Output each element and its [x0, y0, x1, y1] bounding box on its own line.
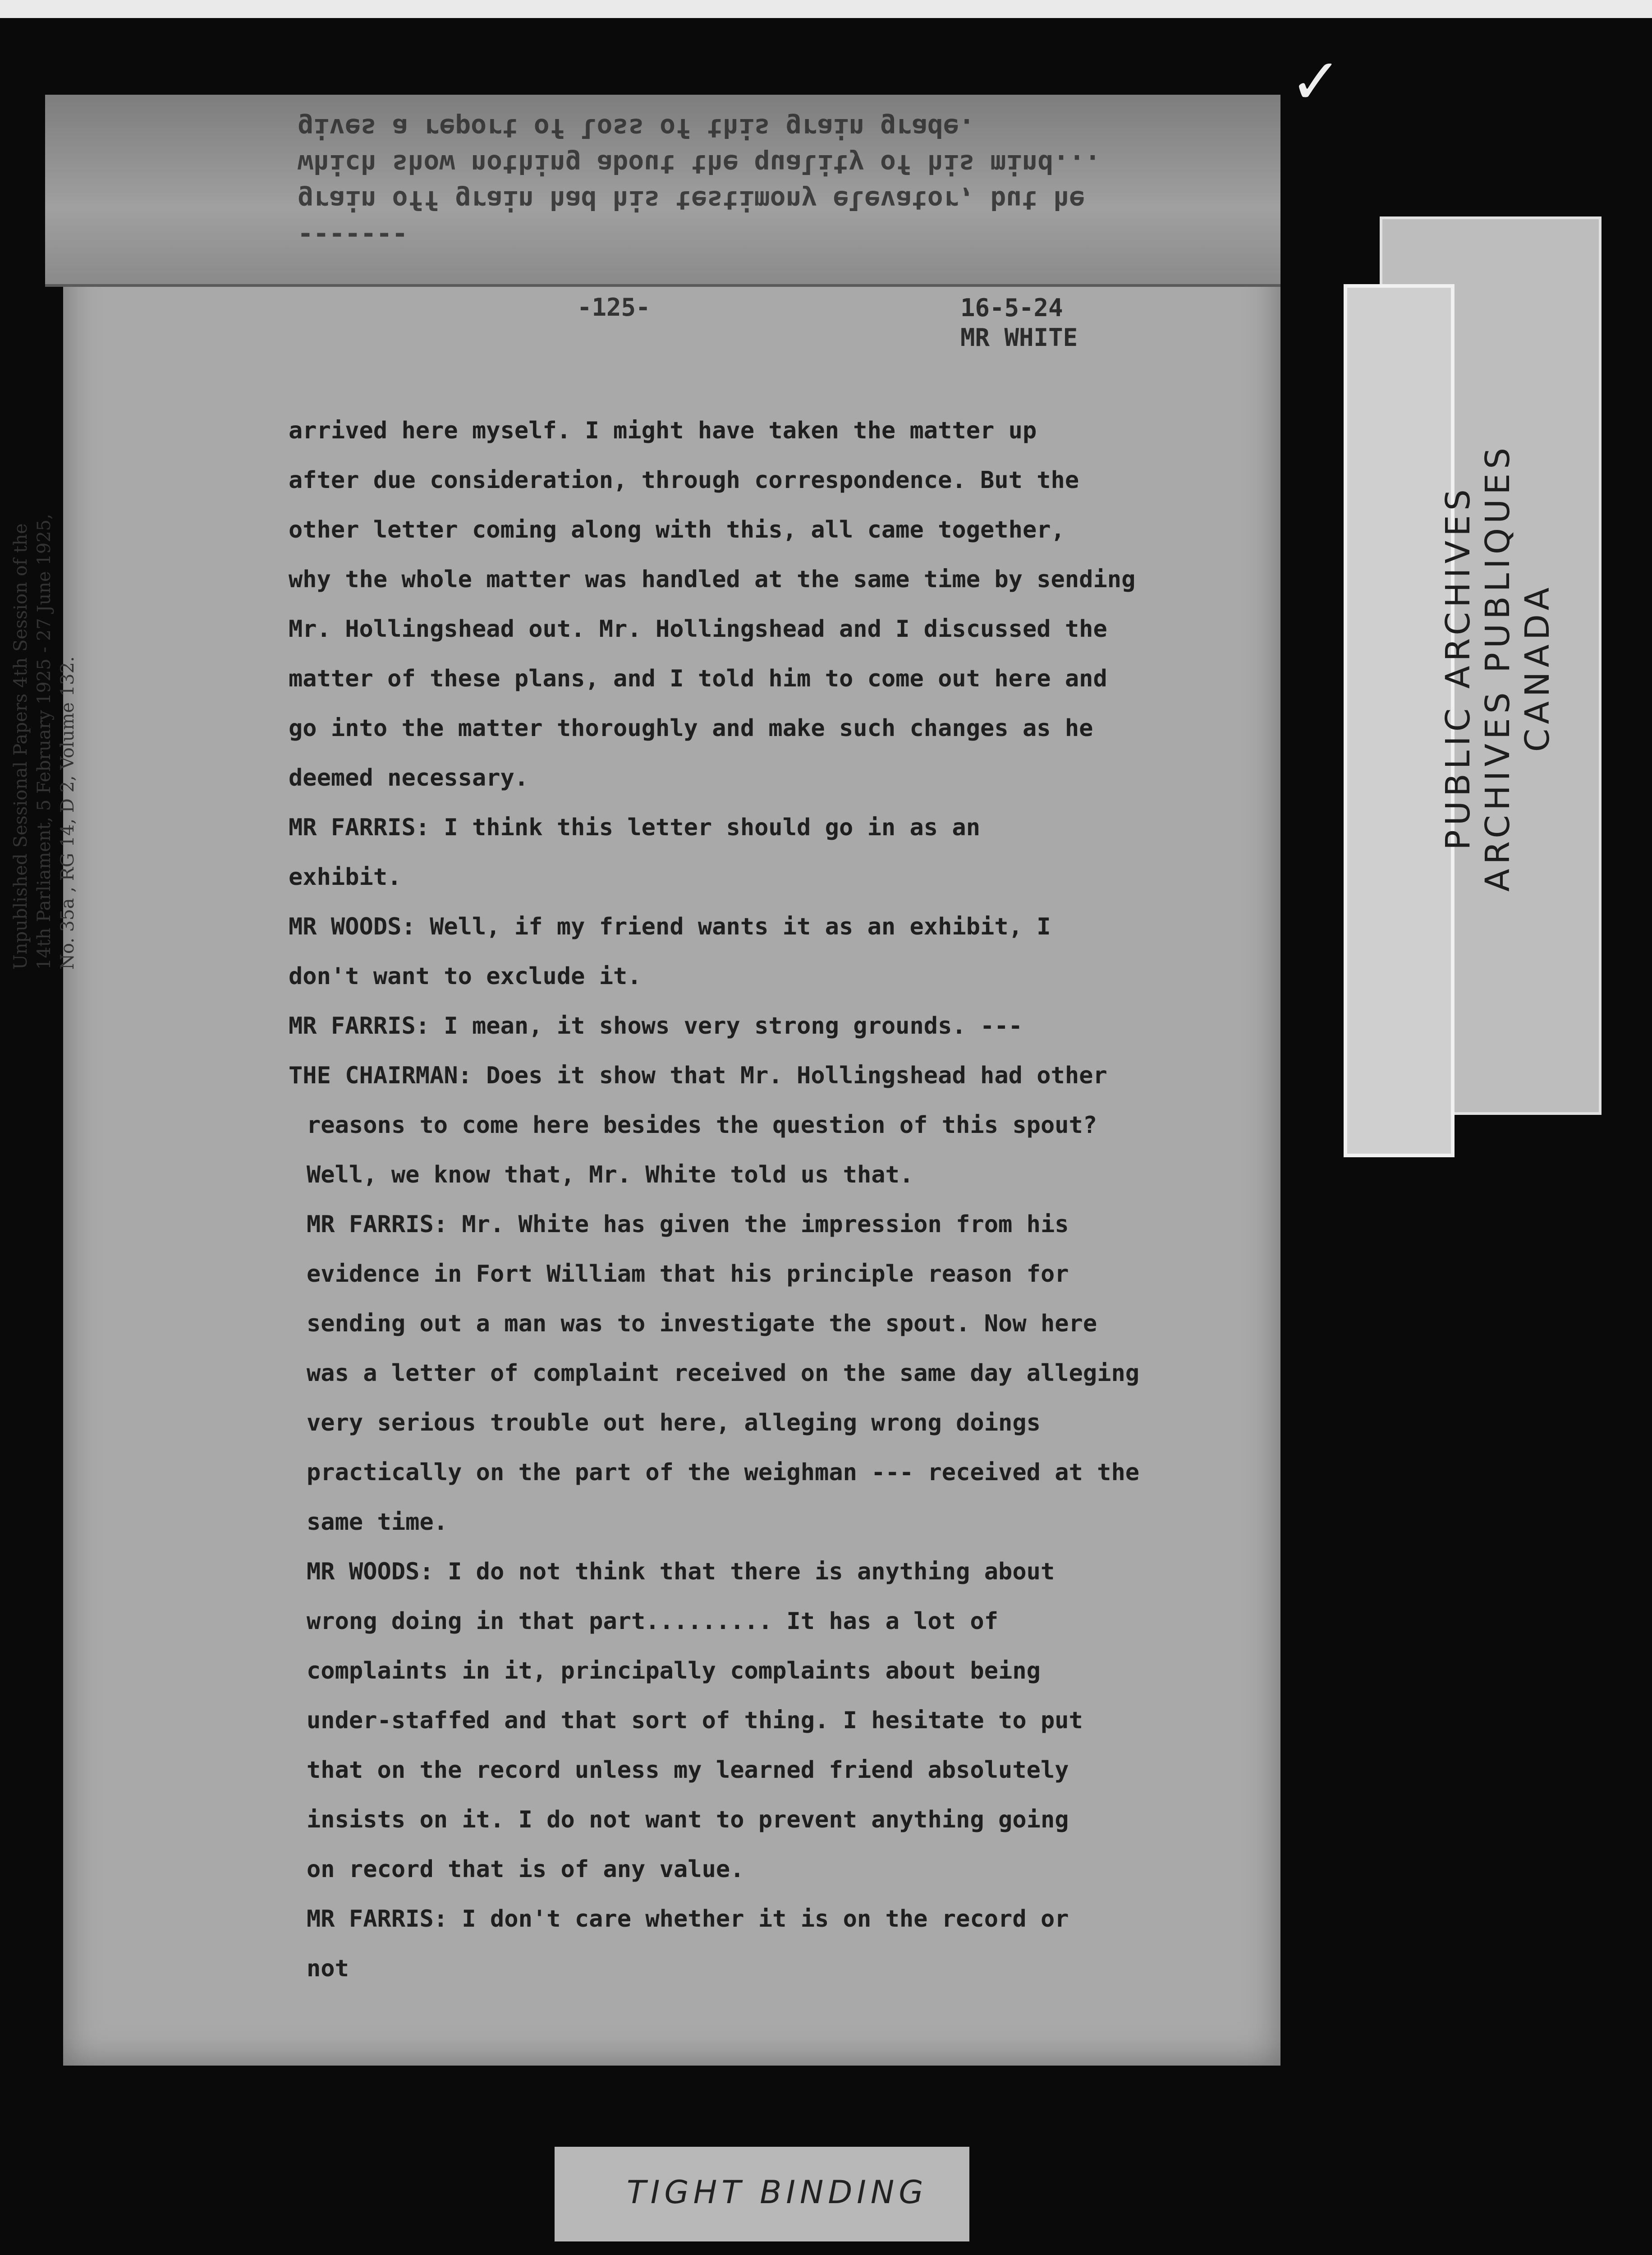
fold-line: gives a report of loss of this grain grade.	[298, 113, 975, 143]
binding-label-text: TIGHT BINDING	[627, 2174, 928, 2211]
fold-line: which show nothing about the quality of his mind...	[298, 149, 1101, 179]
transcript-line: MR FARRIS: I think this letter should go in as an	[289, 814, 981, 841]
transcript-line: MR FARRIS: I don't care whether it is on the record or	[307, 1905, 1069, 1933]
transcript-line: deemed necessary.	[289, 764, 529, 792]
transcript-line: same time.	[307, 1509, 448, 1536]
transcript-line: MR FARRIS: I mean, it shows very strong grounds. ---	[289, 1012, 1023, 1040]
transcript-body	[289, 406, 1190, 1993]
header-date: 16-5-24	[960, 294, 1063, 322]
transcript-line: evidence in Fort William that his principle reason for	[307, 1261, 1069, 1288]
transcript-line: don't want to exclude it.	[289, 963, 642, 990]
transcript-line: other letter coming along with this, all came together,	[289, 516, 1065, 543]
fold-line: grain off grain had his testimony elevator, but he	[298, 185, 1085, 216]
transcript-line: that on the record unless my learned friend absolutely	[307, 1757, 1069, 1784]
archives-stamp	[1438, 419, 1565, 916]
stamp-line-1: PUBLIC ARCHIVES	[1439, 485, 1478, 850]
transcript-line: complaints in it, principally complaints about being	[307, 1657, 1041, 1684]
stamp-line-2: ARCHIVES PUBLIQUES	[1478, 443, 1517, 892]
fold-line: -------	[298, 221, 408, 252]
transcript-line: go into the matter thoroughly and make such changes as he	[289, 715, 1093, 742]
transcript-line: reasons to come here besides the question of this spout?	[307, 1112, 1097, 1139]
transcript-line: MR WOODS: Well, if my friend wants it as an exhibit, I	[289, 913, 1051, 940]
check-mark-icon: ✓	[1289, 45, 1343, 119]
transcript-line: why the whole matter was handled at the same time by sending	[289, 566, 1136, 593]
transcript-line: MR WOODS: I do not think that there is anything about	[307, 1558, 1055, 1585]
header-witness: MR WHITE	[960, 323, 1078, 352]
transcript-line: not	[307, 1955, 349, 1982]
archive-reference-line: No. 35a , RG 14, D 2, Volume 132.	[57, 656, 78, 970]
transcript-line: on record that is of any value.	[307, 1856, 744, 1883]
transcript-line: Mr. Hollingshead out. Mr. Hollingshead and I discussed the	[289, 616, 1107, 643]
top-strip	[0, 0, 1652, 18]
transcript-line: matter of these plans, and I told him to come out here and	[289, 665, 1107, 692]
archive-reference	[9, 113, 81, 970]
archive-reference-line: 14th Parliament, 5 February 1925 - 27 June 1925,	[34, 514, 55, 970]
transcript-line: was a letter of complaint received on the same day alleging	[307, 1360, 1140, 1387]
transcript-line: practically on the part of the weighman --- received at the	[307, 1459, 1140, 1486]
transcript-line: after due consideration, through correspondence. But the	[289, 467, 1079, 494]
binding-label	[555, 2147, 969, 2241]
transcript-line: wrong doing in that part......... It has a lot of	[307, 1608, 999, 1635]
page-header-meta	[960, 293, 1078, 353]
transcript-line: MR FARRIS: Mr. White has given the impression from his	[307, 1211, 1069, 1238]
transcript-line: Well, we know that, Mr. White told us that.	[307, 1161, 914, 1188]
transcript-line: exhibit.	[289, 864, 402, 891]
transcript-line: insists on it. I do not want to prevent anything going	[307, 1806, 1069, 1833]
transcript-line: under-staffed and that sort of thing. I hesitate to put	[307, 1707, 1083, 1734]
transcript-line: arrived here myself. I might have taken the matter up	[289, 417, 1037, 444]
stamp-line-3: CANADA	[1518, 583, 1557, 752]
folded-previous-page	[45, 95, 1280, 287]
transcript-line: sending out a man was to investigate the spout. Now here	[307, 1310, 1097, 1337]
transcript-line: very serious trouble out here, alleging wrong doings	[307, 1409, 1041, 1436]
archive-reference-line: Unpublished Sessional Papers 4th Session of the	[10, 523, 31, 970]
page-number: -125-	[577, 293, 651, 322]
transcript-line: THE CHAIRMAN: Does it show that Mr. Hollingshead had other	[289, 1062, 1107, 1089]
